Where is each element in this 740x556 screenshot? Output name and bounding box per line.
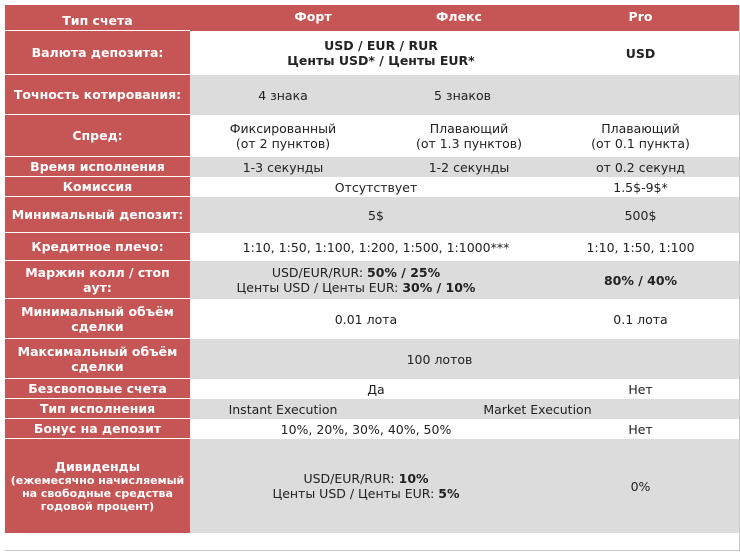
label-commission: Комиссия xyxy=(5,177,190,197)
header-label-cell xyxy=(5,5,190,31)
swapfree-fortflex: Да xyxy=(367,381,385,397)
row-spread xyxy=(190,115,739,157)
min-deposit-fortflex: 5$ xyxy=(368,207,384,223)
label-max-volume: Максимальный объём сделки xyxy=(5,339,190,379)
margin-line2-prefix: Центы USD / Центы EUR: xyxy=(236,280,403,295)
dividends-line1 xyxy=(303,471,428,486)
margin-pro: 80% / 40% xyxy=(603,272,678,288)
currency-line2: Центы USD* / Центы EUR* xyxy=(287,53,475,68)
label-precision: Точность котирования: xyxy=(5,75,190,115)
precision-flexpro: 5 знаков xyxy=(434,87,491,103)
exec-type-flexpro: Market Execution xyxy=(483,401,592,417)
commission-fortflex: Отсутствует xyxy=(334,179,418,195)
account-types-table xyxy=(5,5,740,551)
row-swapfree xyxy=(190,379,739,399)
dividends-line1-prefix: USD/EUR/RUR: xyxy=(303,471,399,486)
spread-pro-line2: (от 0.1 пункта) xyxy=(591,136,690,151)
spread-fort-line1: Фиксированный xyxy=(229,121,337,136)
margin-line2 xyxy=(237,280,476,295)
label-spread: Спред: xyxy=(5,115,190,157)
label-dividends-sub: (ежемесячно начисляемый на свободные средства годовой процент) xyxy=(10,474,185,513)
exec-time-pro: от 0.2 секунд xyxy=(595,159,686,175)
max-volume-all: 100 лотов xyxy=(406,351,473,367)
label-currency: Валюта депозита: xyxy=(5,31,190,75)
header-fort: Форт xyxy=(294,9,332,24)
min-volume-pro: 0.1 лота xyxy=(613,311,668,327)
header-pro: Pro xyxy=(628,9,653,24)
label-min-volume: Минимальный объём сделки xyxy=(5,299,190,339)
margin-line1-prefix: USD/EUR/RUR: xyxy=(271,265,368,280)
row-exec-type xyxy=(190,399,739,419)
row-bonus xyxy=(190,419,739,439)
row-dividends xyxy=(190,439,739,533)
min-deposit-pro: 500$ xyxy=(624,207,657,223)
label-leverage: Кредитное плечо: xyxy=(5,233,190,261)
commission-pro: 1.5$-9$* xyxy=(613,179,668,195)
exec-type-fort: Instant Execution xyxy=(228,401,338,417)
label-swapfree: Безсвоповые счета xyxy=(5,379,190,399)
bonus-pro: Нет xyxy=(628,421,653,437)
spread-fort-line2: (от 2 пунктов) xyxy=(235,136,331,151)
bonus-fortflex: 10%, 20%, 30%, 40%, 50% xyxy=(280,421,452,437)
swapfree-pro: Нет xyxy=(628,381,653,397)
margin-line1-value: 50% / 25% xyxy=(367,265,441,280)
leverage-fortflex: 1:10, 1:50, 1:100, 1:200, 1:500, 1:1000*** xyxy=(242,239,510,255)
dividends-pro: 0% xyxy=(630,478,651,494)
label-bonus: Бонус на депозит xyxy=(5,419,190,439)
leverage-pro: 1:10, 1:50, 1:100 xyxy=(586,239,695,255)
label-margin: Маржин колл / стоп аут: xyxy=(5,261,190,299)
header-row xyxy=(190,5,739,31)
spread-flex-line2: (от 1.3 пунктов) xyxy=(415,136,523,151)
currency-line1: USD / EUR / RUR xyxy=(324,38,438,53)
label-dividends: Дивиденды xyxy=(54,459,141,474)
min-volume-fortflex: 0.01 лота xyxy=(334,311,398,327)
label-exec-time: Время исполнения xyxy=(5,157,190,177)
dividends-fortflex xyxy=(190,439,542,533)
currency-pro: USD xyxy=(625,45,656,61)
dividends-line1-value: 10% xyxy=(398,471,429,486)
row-max-volume xyxy=(190,339,739,379)
dividends-line2-value: 5% xyxy=(438,486,460,501)
dividends-line2-prefix: Центы USD / Центы EUR: xyxy=(272,486,439,501)
exec-time-fort: 1-3 секунды xyxy=(242,159,324,175)
precision-fort: 4 знака xyxy=(258,87,308,103)
label-dividends-cell xyxy=(5,439,190,533)
row-exec-time xyxy=(190,157,739,177)
row-margin xyxy=(190,261,739,299)
row-min-deposit xyxy=(190,197,739,233)
currency-fortflex xyxy=(190,31,542,75)
header-label: Тип счета xyxy=(62,13,133,28)
row-min-volume xyxy=(190,299,739,339)
spread-flex xyxy=(366,115,542,157)
spread-fort xyxy=(190,115,366,157)
row-precision xyxy=(190,75,739,115)
margin-line2-value: 30% / 10% xyxy=(402,280,476,295)
margin-fortflex xyxy=(190,261,542,299)
label-min-deposit: Минимальный депозит: xyxy=(5,197,190,233)
dividends-line2 xyxy=(272,486,459,501)
row-commission xyxy=(190,177,739,197)
spread-pro-line1: Плавающий xyxy=(601,121,680,136)
row-currency xyxy=(190,31,739,75)
exec-time-flex: 1-2 секунды xyxy=(428,159,510,175)
header-flex: Флекс xyxy=(436,9,482,24)
row-leverage xyxy=(190,233,739,261)
spread-flex-line1: Плавающий xyxy=(429,121,509,136)
margin-line1 xyxy=(272,265,440,280)
spread-pro xyxy=(542,115,739,157)
label-exec-type: Тип исполнения xyxy=(5,399,190,419)
